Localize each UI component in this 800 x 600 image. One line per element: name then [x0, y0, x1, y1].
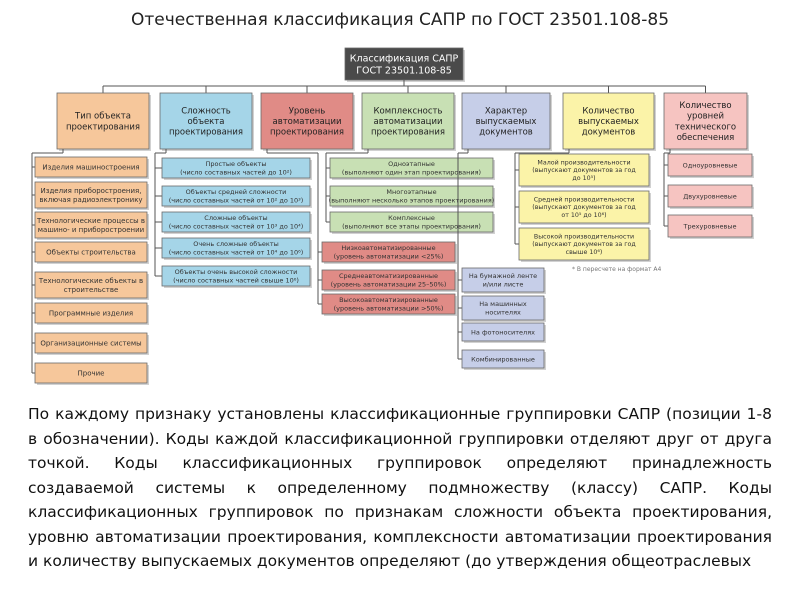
category-object-type — [57, 93, 151, 151]
automation-completeness-item — [330, 158, 495, 180]
category-document-kind — [462, 93, 552, 151]
tech-levels-item-label: Трехуровневые — [683, 222, 737, 231]
document-kind-item — [462, 296, 546, 322]
root-box — [345, 48, 465, 82]
automation-completeness-item — [330, 212, 495, 234]
automation-level-item — [322, 270, 457, 292]
document-kind-item-label: На бумажной ленте и/или листе — [468, 272, 538, 289]
automation-completeness-item-label: Многоэтапные (выполняют несколько этапов проектирования) — [328, 188, 495, 205]
document-count-item — [519, 191, 651, 225]
root-box-label: Классификация САПР ГОСТ 23501.108-85 — [349, 53, 459, 77]
object-type-item — [35, 363, 149, 385]
object-type-item-label: Изделия приборостроения, включая радиоэлектронику — [39, 187, 143, 204]
automation-level-item-label: Низкоавтоматизированные (уровень автоматизации <25%) — [333, 244, 444, 261]
automation-level-item-label: Высокоавтоматизированные (уровень автоматизации >50%) — [333, 296, 444, 313]
category-automation-level — [261, 93, 355, 151]
tech-levels-item — [668, 154, 754, 178]
object-type-item-label: Объекты строительства — [46, 248, 136, 257]
automation-completeness-item — [329, 186, 495, 208]
tech-levels-item-label: Одноуровневые — [682, 161, 738, 170]
tech-levels-item-label: Двухуровневые — [683, 192, 737, 201]
side-note: * В пересчете на формат А4 — [572, 266, 662, 273]
object-type-item-label: Организационные системы — [40, 339, 142, 348]
document-count-item-label: Средней производительности (выпускают документов за год от 10⁵ до 10⁶) — [532, 196, 636, 220]
object-type-item-label: Изделия машиностроения — [42, 163, 140, 172]
object-type-item — [35, 242, 149, 264]
automation-level-item-label: Среднеавтоматизированные (уровень автоматизации 25–50%) — [330, 272, 447, 289]
document-count-item-label: Малой производительности (выпускают документов за год до 10⁵) — [532, 159, 636, 183]
object-type-item-label: Прочие — [77, 369, 105, 378]
document-kind-item — [462, 350, 546, 370]
object-type-item-label: Технологические процессы в машино- и приборостроении — [36, 217, 146, 234]
object-type-item — [35, 157, 149, 179]
category-document-count — [563, 93, 656, 151]
automation-completeness-item-label: Комплексные (выполняют все этапы проектирования) — [342, 214, 481, 231]
automation-level-item — [322, 242, 457, 264]
complexity-item-label: Сложные объекты (число составных частей от 10³ до 10⁴) — [168, 214, 304, 231]
object-type-item — [35, 212, 149, 240]
object-type-item — [35, 303, 149, 325]
category-tech-levels-label: Количество уровней технического обеспечения — [674, 101, 737, 143]
object-type-item — [35, 182, 149, 210]
document-kind-item-label: На фотоносителях — [471, 328, 535, 337]
object-type-item — [35, 333, 149, 355]
category-document-kind-label: Характер выпускаемых документов — [475, 106, 537, 138]
complexity-item — [162, 212, 312, 234]
complexity-item-label: Объекты очень высокой сложности (число составных частей свыше 10⁶) — [173, 268, 299, 285]
document-count-item — [519, 154, 651, 188]
page-title: Отечественная классификация САПР по ГОСТ 23501.108-85 — [130, 10, 670, 30]
category-automation-level-label: Уровень автоматизации проектирования — [269, 106, 345, 138]
document-kind-item-label: На машинных носителях — [479, 300, 527, 317]
document-count-item — [519, 228, 651, 262]
tech-levels-item — [668, 185, 754, 209]
complexity-item — [162, 158, 312, 180]
document-kind-item — [462, 268, 546, 294]
document-count-item-label: Высокой производительности (выпускают документов за год свыше 10⁶) — [532, 233, 636, 257]
automation-completeness-item-label: Одноэтапные (выполняют один этап проектирования) — [341, 160, 482, 177]
category-automation-completeness — [362, 93, 456, 151]
tech-levels-item — [668, 215, 754, 239]
category-automation-completeness-label: Комплексность автоматизации проектирования — [370, 106, 446, 138]
document-kind-item — [462, 323, 546, 343]
complexity-item-label: Простые объекты (число составных частей до 10²) — [180, 160, 292, 177]
object-type-item-label: Технологические объекты в строительстве — [38, 277, 144, 294]
complexity-item — [162, 238, 312, 260]
document-kind-item-label: Комбинированные — [471, 355, 535, 364]
complexity-item — [162, 266, 312, 288]
object-type-item — [35, 272, 149, 300]
complexity-item-label: Объекты средней сложности (число составных частей от 10² до 10³) — [168, 188, 304, 205]
complexity-item-label: Очень сложные объекты (число составных частей от 10⁴ до 10⁶) — [168, 240, 304, 257]
object-type-item-label: Программные изделия — [48, 309, 134, 318]
category-complexity — [160, 93, 254, 151]
category-object-type-label: Тип объекта проектирования — [65, 111, 141, 133]
category-tech-levels — [664, 93, 749, 151]
automation-level-item — [322, 294, 457, 316]
category-complexity-label: Сложность объекта проектирования — [168, 106, 244, 138]
category-document-count-label: Количество выпускаемых документов — [578, 106, 639, 138]
description-paragraph: По каждому признаку установлены классификационные группировки САПР (позиции 1-8 в обозначении). Коды каждой классификационной группировки отделяют друг от друга точкой. Коды классификационных группировок определяют принадлежность создаваемой системы к определенному подмножеству (классу) САПР. Коды классификационных группировок по признакам сложности объекта проектирования, уровню автоматизации проектирования, комплексности автоматизации проектирования и количеству выпускаемых документов определяют (до утверждения общеотраслевых — [28, 405, 772, 570]
complexity-item — [162, 186, 312, 208]
